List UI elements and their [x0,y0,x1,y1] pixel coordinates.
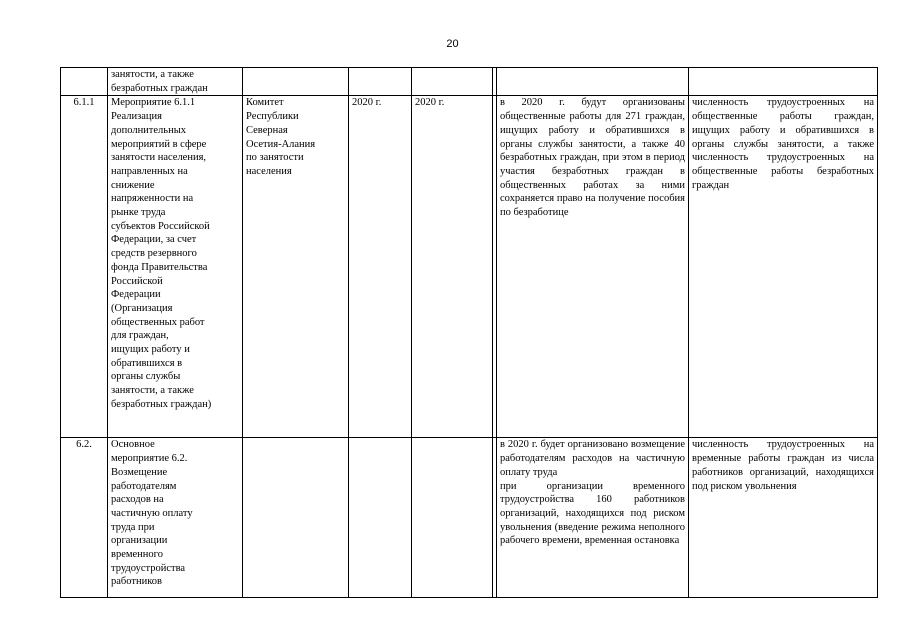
cell-measure-name: занятости, а также безработных граждан [108,68,243,96]
cell-measure-name: Основное мероприятие 6.2. Возмещение работодателям расходов на частичную оплату труда при организации временного трудоустройства работников [108,438,243,598]
cell-executor [243,68,349,96]
cell-indicator: численность трудоустроенных на временные работы граждан из числа работников организаций, находящихся под риском увольнения [689,438,878,598]
cell-expected-result: в 2020 г. будет организовано возмещение работодателям расходов на частичную оплату труда при организации временного трудоустройства 160 работников организаций, находящихся под риском увольнения (введение режима неполного рабочего времени, временная остановка [497,438,689,598]
cell-number [61,68,108,96]
cell-end-date: 2020 г. [412,96,493,438]
cell-executor [243,438,349,598]
table-row [61,96,878,438]
cell-number: 6.2. [61,438,108,598]
cell-start-date: 2020 г. [349,96,412,438]
cell-indicator: численность трудоустроенных на общественные работы граждан, ищущих работу и обратившихся в органы службы занятости, а также численность трудоустроенных на общественные работы безработных граждан [689,96,878,438]
table-row [61,68,878,96]
cell-end-date [412,68,493,96]
cell-expected-result: в 2020 г. будут организованы общественные работы для 271 граждан, ищущих работу и обратившихся в органы службы занятости, а также 40 безработных граждан, при этом в период участия безработных граждан в общественных работах за ними сохраняется право на получение пособия по безработице [497,96,689,438]
cell-measure-name: Мероприятие 6.1.1 Реализация дополнительных мероприятий в сфере занятости населения, направленных на снижение напряженности на рынке труда субъектов Российской Федерации, за счет средств резервного фонда Правительства Российской Федерации (Организация общественных работ для граждан, ищущих работу и обратившихся в органы службы занятости, а также безработных граждан) [108,96,243,438]
cell-start-date [349,68,412,96]
cell-start-date [349,438,412,598]
cell-indicator [689,68,878,96]
page-number: 20 [446,38,459,50]
measures-table [60,67,878,598]
cell-executor: Комитет Республики Северная Осетия-Алания по занятости населения [243,96,349,438]
cell-end-date [412,438,493,598]
cell-expected-result [497,68,689,96]
table-row [61,438,878,598]
cell-number: 6.1.1 [61,96,108,438]
